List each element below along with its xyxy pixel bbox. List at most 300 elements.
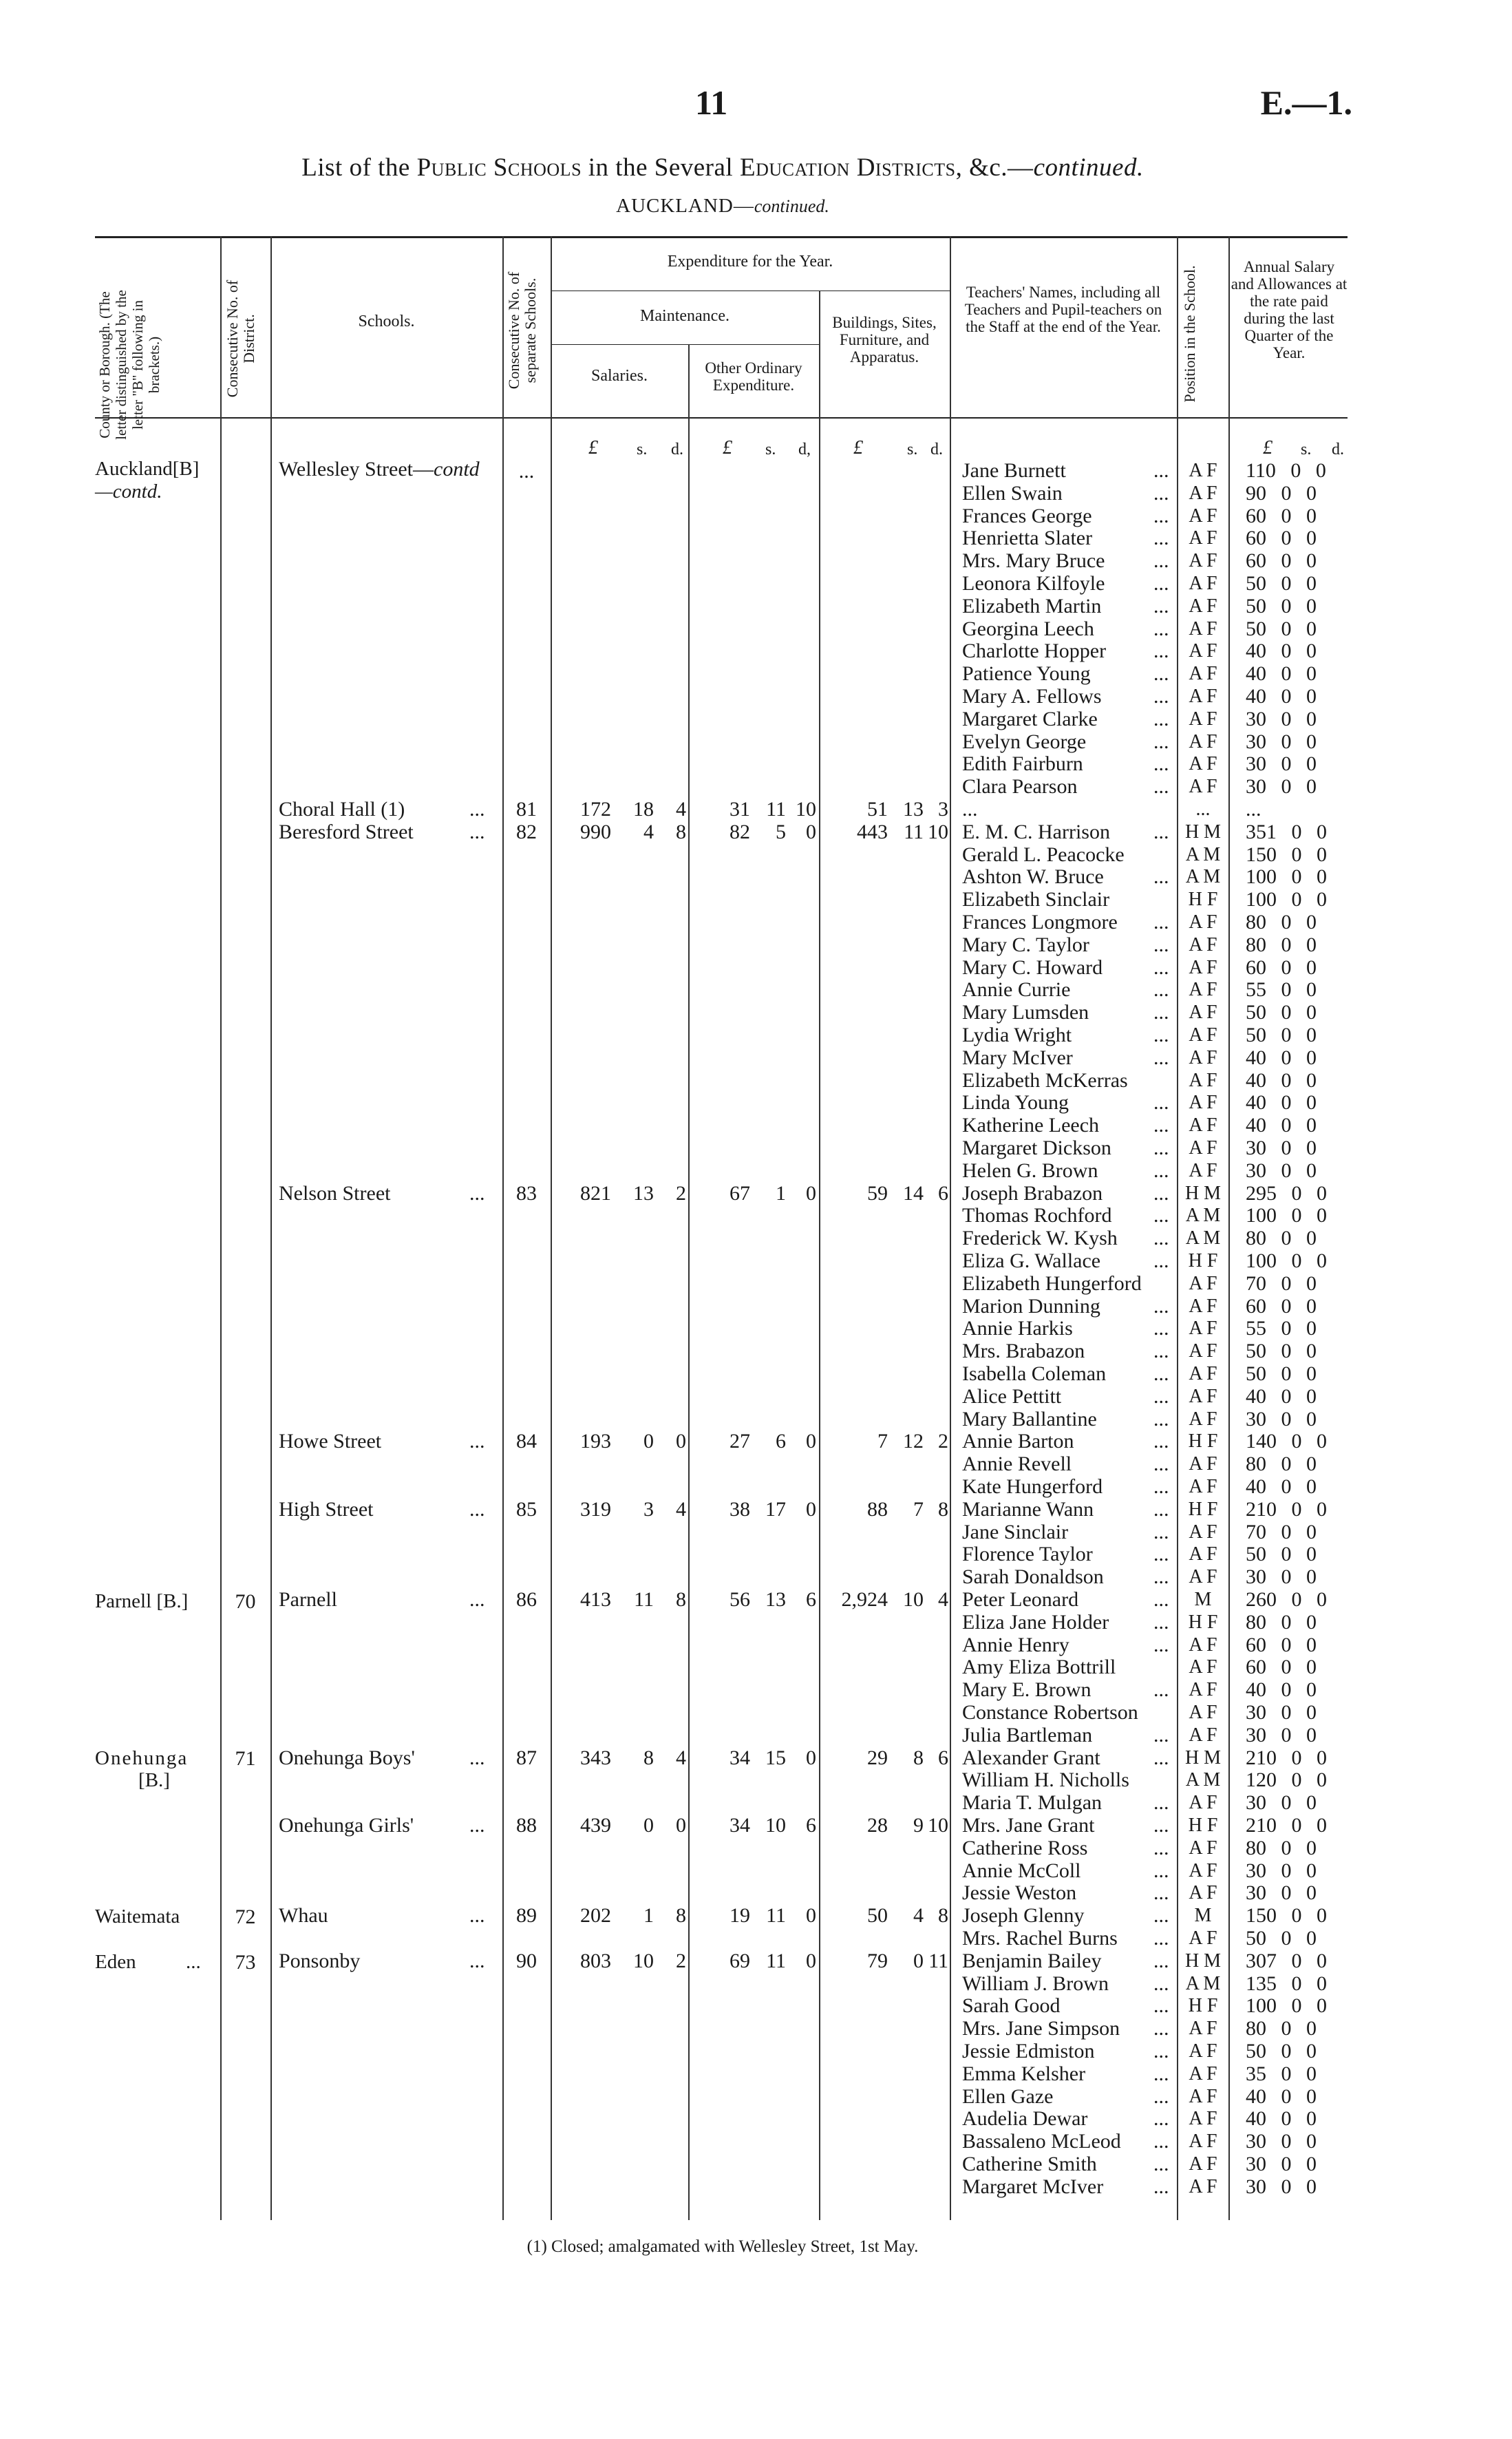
leader-dots: ... xyxy=(1153,549,1169,573)
teacher-position: H F xyxy=(1188,1250,1218,1271)
teacher-salary: 30 0 0 xyxy=(1246,707,1317,730)
school-name: Howe Street xyxy=(279,1430,382,1453)
leader-dots: ... xyxy=(469,1181,485,1205)
teacher-row xyxy=(0,1430,1512,1453)
teacher-name: Peter Leonard ... xyxy=(962,1588,1169,1611)
school-name: High Street xyxy=(279,1497,374,1521)
leader-dots: ... xyxy=(1153,1227,1169,1250)
teacher-name: E. M. C. Harrison ... xyxy=(962,820,1169,843)
teacher-salary: 80 0 0 xyxy=(1246,1836,1317,1859)
teacher-name: Jane Burnett ... xyxy=(962,459,1169,482)
teacher-salary: 60 0 0 xyxy=(1246,504,1317,527)
teacher-row xyxy=(0,2085,1512,2108)
teacher-row xyxy=(0,821,1512,843)
teacher-row xyxy=(0,1768,1512,1791)
header-expenditure: Expenditure for the Year. xyxy=(667,253,833,271)
leader-dots: ... xyxy=(1153,1791,1169,1815)
teacher-name: William H. Nicholls xyxy=(962,1768,1129,1792)
teacher-row xyxy=(0,1611,1512,1634)
school-number: 81 xyxy=(516,798,537,821)
pence-unit: d. xyxy=(671,441,683,458)
shilling-unit: s. xyxy=(907,441,918,458)
teacher-name: Marion Dunning ... xyxy=(962,1294,1169,1318)
county-name: Onehunga xyxy=(95,1747,189,1769)
teacher-position: A F xyxy=(1189,1702,1217,1723)
school-number: 84 xyxy=(516,1430,537,1453)
teacher-salary: 150 0 0 xyxy=(1246,1904,1327,1928)
teacher-salary: 40 0 0 xyxy=(1246,1068,1317,1092)
salaries-shillings: 4 xyxy=(643,820,654,843)
salaries-pence: 4 xyxy=(676,1746,686,1769)
teacher-name: Bassaleno McLeod ... xyxy=(962,2130,1169,2153)
teacher-position: A F xyxy=(1189,776,1217,798)
leader-dots: ... xyxy=(1153,1204,1169,1227)
teacher-name: Mary McIver ... xyxy=(962,1046,1169,1069)
teacher-salary: ... xyxy=(1246,798,1261,821)
teacher-salary: 40 0 0 xyxy=(1246,1678,1317,1702)
school-number: 89 xyxy=(516,1904,537,1928)
leader-dots: ... xyxy=(1153,572,1169,595)
leader-dots: ... xyxy=(1153,459,1169,482)
teacher-salary: 351 0 0 xyxy=(1246,820,1327,843)
other-pounds: 27 xyxy=(730,1430,750,1453)
leader-dots: ... xyxy=(469,1497,485,1521)
teacher-salary: 80 0 0 xyxy=(1246,1610,1317,1634)
teacher-salary: 100 0 0 xyxy=(1246,1994,1327,2018)
other-pounds: 34 xyxy=(730,1746,750,1769)
school-number: 90 xyxy=(516,1949,537,1972)
teacher-name: Frances George ... xyxy=(962,504,1169,527)
teacher-row xyxy=(0,1498,1512,1521)
teacher-name: Jessie Weston ... xyxy=(962,1881,1169,1905)
teacher-position: A F xyxy=(1189,911,1217,933)
leader-dots: ... xyxy=(1153,730,1169,753)
teacher-row xyxy=(0,595,1512,617)
teacher-position: A F xyxy=(1189,573,1217,594)
teacher-row xyxy=(0,1317,1512,1340)
teacher-position: A M xyxy=(1185,866,1221,888)
leader-dots: ... xyxy=(1153,820,1169,843)
teacher-row xyxy=(0,1724,1512,1746)
teacher-salary: 40 0 0 xyxy=(1246,1114,1317,1137)
salaries-pounds: 202 xyxy=(580,1904,611,1928)
teacher-name: Jessie Edmiston ... xyxy=(962,2040,1169,2062)
buildings-pence: 2 xyxy=(938,1430,948,1453)
teacher-row xyxy=(0,1069,1512,1092)
teacher-salary: 40 0 0 xyxy=(1246,2107,1317,2131)
leader-dots: ... xyxy=(1153,1520,1169,1543)
teacher-row xyxy=(0,662,1512,685)
page-title xyxy=(0,153,1445,182)
teacher-row xyxy=(0,1385,1512,1408)
other-pence: 0 xyxy=(806,820,816,843)
leader-dots: ... xyxy=(1153,1317,1169,1340)
leader-dots: ... xyxy=(1153,1814,1169,1837)
teacher-salary: 30 0 0 xyxy=(1246,1137,1317,1159)
pound-unit: £ xyxy=(723,437,732,458)
county-name: Waitemata xyxy=(95,1905,180,1928)
teacher-position: A F xyxy=(1189,2108,1217,2130)
leader-dots: ... xyxy=(1153,1497,1169,1521)
teacher-salary: 40 0 0 xyxy=(1246,1384,1317,1408)
teacher-name: Constance Robertson xyxy=(962,1701,1138,1724)
teacher-salary: 100 0 0 xyxy=(1246,888,1327,911)
leader-dots: ... xyxy=(1153,1475,1169,1498)
teacher-row xyxy=(0,2062,1512,2085)
teacher-row xyxy=(0,798,1512,821)
buildings-pence: 4 xyxy=(938,1588,948,1611)
county-note: ... xyxy=(186,1951,201,1973)
buildings-pence: 8 xyxy=(938,1904,948,1928)
teacher-salary: 120 0 0 xyxy=(1246,1768,1327,1792)
teacher-name: Helen G. Brown ... xyxy=(962,1159,1169,1182)
teacher-row xyxy=(0,1701,1512,1724)
leader-dots: ... xyxy=(1153,1904,1169,1928)
leader-dots: ... xyxy=(1153,1746,1169,1769)
salaries-pounds: 319 xyxy=(580,1497,611,1521)
teacher-salary: 50 0 0 xyxy=(1246,594,1317,617)
leader-dots: ... xyxy=(1153,1024,1169,1046)
teacher-position: ... xyxy=(1195,799,1211,820)
teacher-salary: 80 0 0 xyxy=(1246,911,1317,933)
teacher-salary: 50 0 0 xyxy=(1246,2040,1317,2062)
pence-unit: d, xyxy=(798,441,811,458)
teacher-position: A F xyxy=(1189,1566,1217,1588)
teacher-name: Mary Lumsden ... xyxy=(962,1001,1169,1024)
shilling-unit: s. xyxy=(637,441,648,458)
teacher-name: ... xyxy=(962,798,978,821)
teacher-position: A F xyxy=(1189,2040,1217,2062)
buildings-shillings: 12 xyxy=(903,1430,924,1453)
teacher-position: A F xyxy=(1189,1295,1217,1317)
buildings-pounds: 2,924 xyxy=(841,1588,888,1611)
teacher-row xyxy=(0,1227,1512,1249)
buildings-shillings: 11 xyxy=(904,820,924,843)
teacher-row xyxy=(0,708,1512,730)
buildings-pounds: 79 xyxy=(867,1949,888,1972)
teacher-salary: 80 0 0 xyxy=(1246,933,1317,956)
teacher-row xyxy=(0,1204,1512,1227)
teacher-name: Elizabeth Sinclair xyxy=(962,888,1110,911)
teacher-row xyxy=(0,1340,1512,1362)
leader-dots: ... xyxy=(469,798,485,821)
leader-dots: ... xyxy=(1153,2017,1169,2040)
subtitle-continued: continued. xyxy=(754,196,829,216)
teacher-row xyxy=(0,2040,1512,2062)
teacher-row xyxy=(0,459,1512,482)
teacher-position: H F xyxy=(1188,1498,1218,1520)
salaries-pounds: 343 xyxy=(580,1746,611,1769)
teacher-position: A F xyxy=(1189,2062,1217,2084)
header-teachers: Teachers' Names, including all Teachers and Pupil-teachers on the Staff at the end of the Year. xyxy=(964,284,1162,335)
teacher-position: A F xyxy=(1189,1318,1217,1340)
teacher-row xyxy=(0,685,1512,708)
district-number: 71 xyxy=(235,1747,256,1770)
teacher-salary: 210 0 0 xyxy=(1246,1814,1327,1837)
teacher-salary: 30 0 0 xyxy=(1246,1701,1317,1724)
leader-dots: ... xyxy=(1153,662,1169,686)
leader-dots: ... xyxy=(1153,2153,1169,2175)
teacher-salary: 50 0 0 xyxy=(1246,1927,1317,1950)
teacher-name: Thomas Rochford ... xyxy=(962,1204,1169,1227)
teacher-name: Edith Fairburn ... xyxy=(962,752,1169,776)
teacher-row xyxy=(0,1588,1512,1611)
pound-unit: £ xyxy=(1263,437,1273,458)
salaries-shillings: 8 xyxy=(643,1746,654,1769)
teacher-salary: 260 0 0 xyxy=(1246,1588,1327,1611)
teacher-salary: 100 0 0 xyxy=(1246,1204,1327,1227)
teacher-position: A M xyxy=(1185,1227,1221,1249)
salaries-pence: 2 xyxy=(676,1949,686,1972)
teacher-salary: 295 0 0 xyxy=(1246,1181,1327,1205)
teacher-name: Gerald L. Peacocke xyxy=(962,843,1125,866)
teacher-salary: 40 0 0 xyxy=(1246,1091,1317,1115)
leader-dots: ... xyxy=(1153,1723,1169,1746)
teacher-name: Mary C. Howard ... xyxy=(962,955,1169,979)
leader-dots: ... xyxy=(1153,1340,1169,1363)
leader-dots: ... xyxy=(1153,1588,1169,1611)
school-name: Beresford Street xyxy=(279,820,414,843)
teacher-position: H M xyxy=(1184,1746,1222,1768)
teacher-position: H F xyxy=(1188,889,1218,911)
buildings-pounds: 51 xyxy=(867,798,888,821)
teacher-salary: 55 0 0 xyxy=(1246,978,1317,1002)
teacher-salary: 35 0 0 xyxy=(1246,2062,1317,2085)
other-pounds: 56 xyxy=(730,1588,750,1611)
buildings-pounds: 28 xyxy=(867,1814,888,1837)
teacher-position: A F xyxy=(1189,2131,1217,2153)
teacher-position: M xyxy=(1194,1905,1212,1927)
header-other-expenditure: Other Ordinary Expenditure. xyxy=(705,359,802,394)
leader-dots: ... xyxy=(1153,1249,1169,1272)
teacher-name: Alexander Grant ... xyxy=(962,1746,1169,1769)
salaries-pence: 4 xyxy=(676,1497,686,1521)
teacher-name: Mrs. Jane Simpson ... xyxy=(962,2017,1169,2040)
teacher-name: Georgina Leech ... xyxy=(962,617,1169,640)
buildings-pence: 3 xyxy=(938,798,948,821)
school-name-contd: contd xyxy=(434,458,480,481)
teacher-row xyxy=(0,730,1512,753)
teacher-name: Frederick W. Kysh ... xyxy=(962,1227,1169,1250)
teacher-name: Ellen Swain ... xyxy=(962,481,1169,505)
other-pence: 0 xyxy=(806,1746,816,1769)
teacher-salary: 40 0 0 xyxy=(1246,685,1317,708)
teacher-salary: 60 0 0 xyxy=(1246,1633,1317,1656)
teacher-position: A F xyxy=(1189,482,1217,504)
teacher-row xyxy=(0,911,1512,933)
teacher-row xyxy=(0,572,1512,595)
teacher-position: A F xyxy=(1189,979,1217,1001)
other-pounds: 34 xyxy=(730,1814,750,1837)
other-pence: 0 xyxy=(806,1497,816,1521)
teacher-row xyxy=(0,1249,1512,1272)
teacher-name: Annie Harkis ... xyxy=(962,1317,1169,1340)
header-salaries: Salaries. xyxy=(591,367,648,385)
teacher-row xyxy=(0,1972,1512,1995)
teacher-position: A F xyxy=(1189,1272,1217,1294)
leader-dots: ... xyxy=(1153,1453,1169,1476)
salaries-shillings: 10 xyxy=(633,1949,654,1972)
salaries-pence: 4 xyxy=(676,798,686,821)
leader-dots: ... xyxy=(1153,1994,1169,2018)
buildings-shillings: 10 xyxy=(903,1588,924,1611)
leader-dots: ... xyxy=(1153,1362,1169,1385)
teacher-salary: 100 0 0 xyxy=(1246,865,1327,889)
teacher-salary: 70 0 0 xyxy=(1246,1271,1317,1295)
teacher-position: A F xyxy=(1189,2085,1217,2107)
school-name: Nelson Street xyxy=(279,1181,391,1205)
teacher-position: A F xyxy=(1189,933,1217,955)
buildings-pounds: 50 xyxy=(867,1904,888,1928)
other-shillings: 15 xyxy=(765,1746,786,1769)
teacher-position: A F xyxy=(1189,1024,1217,1046)
title-part: List of the xyxy=(301,154,417,182)
school-name: Onehunga Boys' xyxy=(279,1746,415,1769)
salaries-shillings: 18 xyxy=(633,798,654,821)
salaries-pence: 8 xyxy=(676,1904,686,1928)
teacher-salary: 30 0 0 xyxy=(1246,730,1317,753)
pound-unit: £ xyxy=(588,437,598,458)
teacher-position: A F xyxy=(1189,1521,1217,1543)
teacher-name: Annie Revell ... xyxy=(962,1453,1169,1476)
teacher-name: Mrs. Jane Grant ... xyxy=(962,1814,1169,1837)
buildings-shillings: 13 xyxy=(903,798,924,821)
title-part: Public Schools xyxy=(416,154,582,182)
teacher-position: A F xyxy=(1189,1656,1217,1678)
teacher-row xyxy=(0,843,1512,866)
teacher-name: Mrs. Brabazon ... xyxy=(962,1340,1169,1363)
school-number: ... xyxy=(518,460,535,483)
teacher-salary: 110 0 0 xyxy=(1246,459,1326,482)
leader-dots: ... xyxy=(1153,1565,1169,1589)
teacher-salary: 90 0 0 xyxy=(1246,481,1317,505)
teacher-name: Mrs. Rachel Burns ... xyxy=(962,1927,1169,1950)
leader-dots: ... xyxy=(1153,752,1169,776)
header-buildings: Buildings, Sites, Furniture, and Apparatus. xyxy=(832,314,937,366)
leader-dots: ... xyxy=(1153,1927,1169,1950)
teacher-name: Margaret Clarke ... xyxy=(962,707,1169,730)
teacher-salary: 307 0 0 xyxy=(1246,1949,1327,1972)
teacher-position: A F xyxy=(1189,2018,1217,2040)
teacher-row xyxy=(0,775,1512,798)
teacher-position: A F xyxy=(1189,1340,1217,1362)
leader-dots: ... xyxy=(1153,775,1169,799)
salaries-pence: 8 xyxy=(676,820,686,843)
teacher-row xyxy=(0,1475,1512,1498)
leader-dots: ... xyxy=(469,1904,485,1928)
buildings-shillings: 0 xyxy=(913,1949,924,1972)
buildings-pounds: 7 xyxy=(877,1430,888,1453)
teacher-salary: 30 0 0 xyxy=(1246,1723,1317,1746)
teacher-position: H F xyxy=(1188,1995,1218,2017)
teacher-name: Isabella Coleman ... xyxy=(962,1362,1169,1385)
school-name: Choral Hall (1) xyxy=(279,798,405,821)
leader-dots: ... xyxy=(1153,1678,1169,1702)
other-pence: 0 xyxy=(806,1181,816,1205)
teacher-position: A F xyxy=(1189,1069,1217,1091)
teacher-salary: 40 0 0 xyxy=(1246,1475,1317,1498)
salaries-pence: 2 xyxy=(676,1181,686,1205)
teacher-position: H F xyxy=(1188,1430,1218,1453)
school-number: 85 xyxy=(516,1497,537,1521)
teacher-row xyxy=(0,617,1512,640)
title-part: , &c.— xyxy=(955,154,1034,182)
buildings-pounds: 29 xyxy=(867,1746,888,1769)
school-name: Ponsonby xyxy=(279,1949,361,1972)
buildings-shillings: 7 xyxy=(913,1497,924,1521)
teacher-salary: 40 0 0 xyxy=(1246,662,1317,686)
teacher-position: A F xyxy=(1189,1837,1217,1859)
teacher-name: Annie Henry ... xyxy=(962,1633,1169,1656)
teacher-position: A F xyxy=(1189,2153,1217,2175)
teacher-position: A F xyxy=(1189,1543,1217,1565)
teacher-name: Annie Currie ... xyxy=(962,978,1169,1002)
teacher-salary: 30 0 0 xyxy=(1246,1859,1317,1882)
shilling-unit: s. xyxy=(1301,441,1312,458)
teacher-row xyxy=(0,527,1512,549)
teacher-position: A F xyxy=(1189,1792,1217,1814)
district-number: 72 xyxy=(235,1905,256,1928)
teacher-row xyxy=(0,1881,1512,1904)
teacher-row xyxy=(0,1362,1512,1385)
school-number: 87 xyxy=(516,1746,537,1769)
buildings-pence: 8 xyxy=(938,1497,948,1521)
teacher-name: Alice Pettitt ... xyxy=(962,1384,1169,1408)
teacher-name: Patience Young ... xyxy=(962,662,1169,686)
teacher-name: Linda Young ... xyxy=(962,1091,1169,1115)
teacher-position: A F xyxy=(1189,460,1217,481)
other-pence: 6 xyxy=(806,1588,816,1611)
leader-dots: ... xyxy=(1153,1001,1169,1024)
teacher-name: Mary Ballantine ... xyxy=(962,1407,1169,1430)
salaries-shillings: 0 xyxy=(643,1814,654,1837)
leader-dots: ... xyxy=(1153,527,1169,550)
leader-dots: ... xyxy=(1153,504,1169,527)
teacher-position: A F xyxy=(1189,1046,1217,1068)
leader-dots: ... xyxy=(1153,1091,1169,1115)
header-consecutive-schools: Consecutive No. of separate Schools. xyxy=(505,271,539,390)
salaries-shillings: 13 xyxy=(633,1181,654,1205)
teacher-position: A F xyxy=(1189,1115,1217,1137)
district-number: 73 xyxy=(235,1951,256,1974)
school-name: Parnell xyxy=(279,1588,337,1611)
leader-dots: ... xyxy=(1153,1949,1169,1972)
leader-dots: ... xyxy=(1153,1972,1169,1995)
teacher-row xyxy=(0,2175,1512,2198)
teacher-position: A F xyxy=(1189,1453,1217,1475)
leader-dots: ... xyxy=(1153,955,1169,979)
teacher-position: A F xyxy=(1189,753,1217,775)
teacher-row xyxy=(0,482,1512,505)
teacher-row xyxy=(0,549,1512,572)
teacher-position: A F xyxy=(1189,1724,1217,1746)
teacher-position: A F xyxy=(1189,1159,1217,1181)
page-subtitle xyxy=(0,195,1445,218)
teacher-row xyxy=(0,1295,1512,1318)
salaries-pounds: 172 xyxy=(580,798,611,821)
teacher-salary: 60 0 0 xyxy=(1246,1294,1317,1318)
other-pounds: 69 xyxy=(730,1949,750,1972)
teacher-name: Joseph Glenny ... xyxy=(962,1904,1169,1928)
subtitle-text: AUCKLAND— xyxy=(616,195,754,217)
teacher-salary: 50 0 0 xyxy=(1246,1340,1317,1363)
teacher-position: A F xyxy=(1189,527,1217,549)
buildings-pounds: 88 xyxy=(867,1497,888,1521)
other-pence: 10 xyxy=(796,798,816,821)
teacher-name: Margaret McIver ... xyxy=(962,2175,1169,2198)
teacher-salary: 80 0 0 xyxy=(1246,2017,1317,2040)
other-pounds: 82 xyxy=(730,820,750,843)
